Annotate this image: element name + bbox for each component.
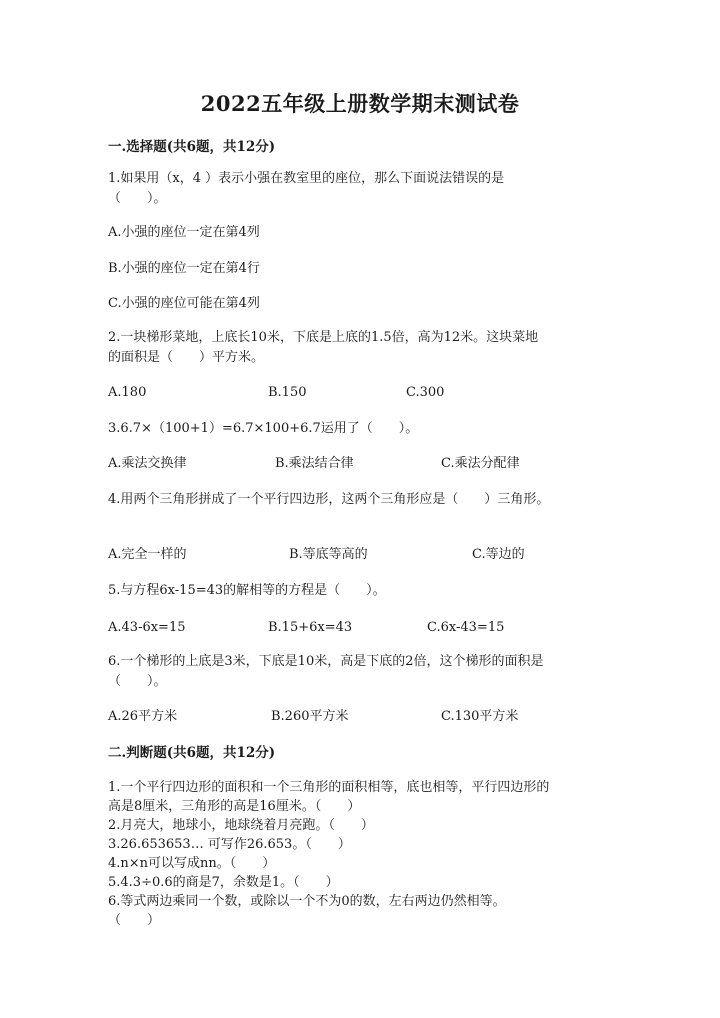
question-1-option-b: B.小强的座位一定在第4行 bbox=[108, 261, 260, 276]
question-4-option-a: A.完全一样的 bbox=[108, 547, 187, 562]
question-6-option-c: C.130平方米 bbox=[441, 709, 519, 724]
question-4-option-b: B.等底等高的 bbox=[289, 547, 368, 562]
question-2-option-c: C.300 bbox=[406, 385, 445, 400]
question-3-option-a: A.乘法交换律 bbox=[108, 456, 187, 471]
question-1-line-2: （ ）。 bbox=[108, 191, 167, 206]
question-2-line-2: 的面积是（ ）平方米。 bbox=[108, 350, 265, 365]
judgement-line-5: 4.n×n可以写成nn。（ ） bbox=[108, 856, 276, 871]
question-6-line-1: 6.一个梯形的上底是3米，下底是10米，高是下底的2倍，这个梯形的面积是 bbox=[108, 654, 544, 669]
question-1-option-a: A.小强的座位一定在第4列 bbox=[108, 225, 260, 240]
judgement-line-3: 2.月亮大，地球小，地球绕着月亮跑。（ ） bbox=[108, 818, 374, 833]
question-1-line-1: 1.如果用（x，4 ）表示小强在教室里的座位，那么下面说法错误的是 bbox=[108, 171, 505, 186]
question-5-option-a: A.43-6x=15 bbox=[108, 620, 186, 635]
question-3-option-c: C.乘法分配律 bbox=[441, 456, 520, 471]
judgement-line-8: （ ） bbox=[108, 913, 161, 928]
question-6-line-2: （ ）。 bbox=[108, 674, 167, 689]
page-title: 2022五年级上册数学期末测试卷 bbox=[200, 91, 520, 116]
judgement-line-1: 1.一个平行四边形的面积和一个三角形的面积相等，底也相等，平行四边形的 bbox=[108, 780, 550, 795]
judgement-line-2: 高是8厘米，三角形的高是16厘米。（ ） bbox=[108, 799, 361, 814]
question-6-option-a: A.26平方米 bbox=[108, 709, 178, 724]
judgement-line-7: 6.等式两边乘同一个数，或除以一个不为0的数，左右两边仍然相等。 bbox=[108, 894, 506, 909]
question-2-option-a: A.180 bbox=[108, 385, 147, 400]
question-4-line-1: 4.用两个三角形拼成了一个平行四边形，这两个三角形应是（ ）三角形。 bbox=[108, 492, 550, 507]
question-3-option-b: B.乘法结合律 bbox=[275, 456, 354, 471]
question-3-line-1: 3.6.7×（100+1）=6.7×100+6.7运用了（ ）。 bbox=[108, 421, 419, 436]
question-4-option-c: C.等边的 bbox=[472, 547, 525, 562]
section-heading-choice: 一.选择题(共6题，共12分) bbox=[108, 139, 276, 155]
judgement-line-4: 3.26.653653… 可写作26.653。（ ） bbox=[108, 837, 351, 852]
question-2-option-b: B.150 bbox=[268, 385, 307, 400]
question-1-option-c: C.小强的座位可能在第4列 bbox=[108, 296, 260, 311]
question-2-line-1: 2.一块梯形菜地，上底长10米，下底是上底的1.5倍，高为12米。这块菜地 bbox=[108, 330, 539, 345]
question-5-option-b: B.15+6x=43 bbox=[268, 620, 353, 635]
question-6-option-b: B.260平方米 bbox=[271, 709, 349, 724]
section-heading-judgement: 二.判断题(共6题，共12分) bbox=[108, 745, 276, 761]
question-5-option-c: C.6x-43=15 bbox=[427, 620, 505, 635]
question-5-line-1: 5.与方程6x-15=43的解相等的方程是（ ）。 bbox=[108, 583, 386, 598]
judgement-line-6: 5.4.3÷0.6的商是7，余数是1。（ ） bbox=[108, 875, 339, 890]
